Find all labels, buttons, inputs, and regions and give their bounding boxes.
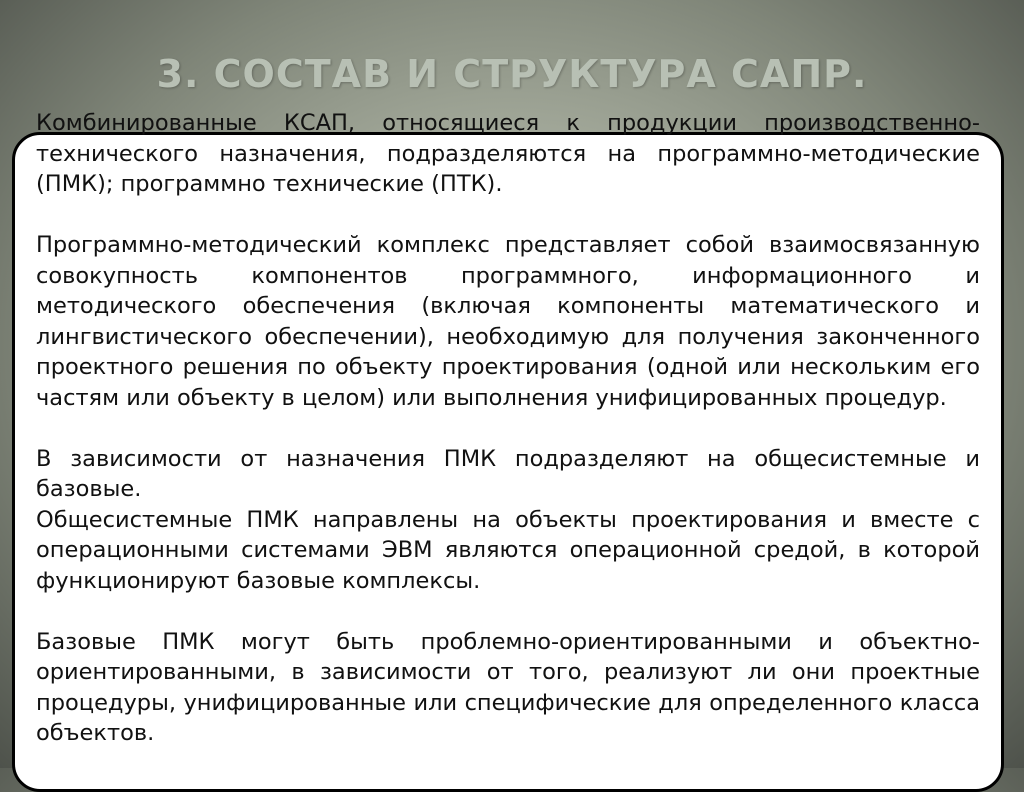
paragraph-ksap-types: Комбинированные КСАП, относящиеся к продукции производственно-технического назначения, подразделяются на программно-методические (ПМК); программно технические (ПТК).: [36, 110, 980, 197]
slide-title: 3. СОСТАВ И СТРУКТУРА САПР.: [156, 52, 868, 96]
paragraph-base-pmk: Базовые ПМК могут быть проблемно-ориентированными и объектно-ориентированными, в зависимости от того, реализуют ли они проектные процедуры, унифицированные или специфические для определенного класса объектов.: [36, 628, 980, 746]
paragraph-pmk-classification: В зависимости от назначения ПМК подразделяют на общесистемные и базовые.: [36, 445, 980, 502]
paragraph-pmk-definition: Программно-методический комплекс представляет собой взаимосвязанную совокупность компонентов программного, информационного и методического обеспечения (включая компоненты математического и лингвистического обеспечении), необходимую для получения законченного проектного решения по объекту проектирования (одной или нескольким его частям или объекту в целом) или выполнения унифицированных процедур.: [36, 232, 980, 411]
slide-body-text: [36, 108, 980, 779]
paragraph-system-pmk: Общесистемные ПМК направлены на объекты проектирования и вместе с операционными системами ЭВМ являются операционной средой, в которой функционируют базовые комплексы.: [36, 506, 980, 594]
